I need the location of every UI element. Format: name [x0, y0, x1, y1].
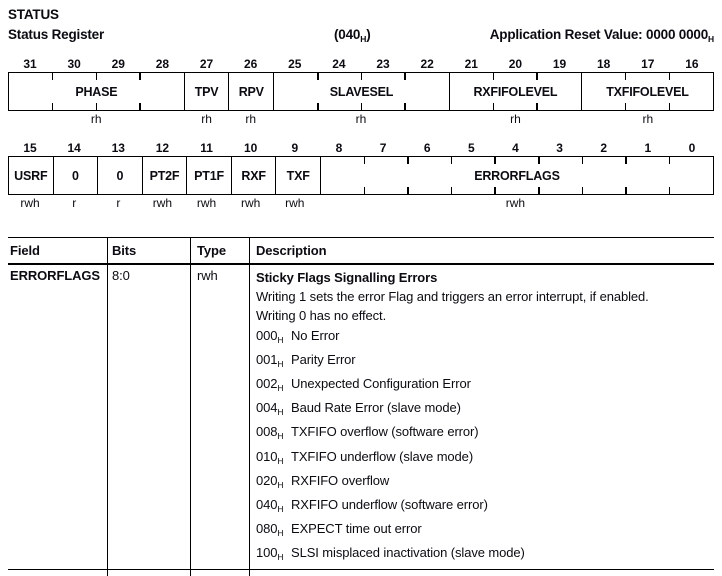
enum-value-line: [256, 350, 714, 374]
bitfield-txf: [275, 157, 320, 194]
bits-cell: 8:0: [107, 265, 190, 569]
bit-number-label: 17: [641, 57, 655, 71]
bit-number-label: 23: [376, 57, 390, 71]
enum-text: Parity Error: [291, 351, 356, 367]
bitfield-phase: [9, 73, 184, 110]
bitfield-0: [97, 157, 142, 194]
enum-text: SLSI misplaced inactivation (slave mode): [291, 545, 525, 561]
bit-number-label: 28: [155, 57, 170, 71]
bitfield-label: ERRORFLAGS: [474, 168, 560, 183]
bit-boundary-tick: [364, 157, 366, 164]
bitfield-label: PT1F: [194, 168, 224, 183]
bit-boundary-tick: [494, 157, 496, 164]
bit-boundary-tick: [407, 187, 409, 194]
bitfield-label: 0: [71, 168, 79, 183]
enum-value-line: [256, 326, 714, 350]
access-type-row: [8, 195, 714, 211]
access-type-label: rwh: [20, 196, 40, 210]
access-type-label: rwh: [505, 196, 526, 210]
hex-subscript: H: [277, 407, 284, 418]
access-type-label: rwh: [285, 196, 305, 210]
table-next-row-stub: [8, 570, 714, 576]
reset-value-text: Application Reset Value: 0000 0000: [489, 27, 709, 42]
bit-number-label: 15: [23, 141, 37, 155]
register-offset-address: [334, 27, 370, 44]
access-type-label: rh: [245, 112, 257, 126]
bit-boundary-tick: [625, 187, 627, 194]
table-header-row: [8, 238, 714, 265]
bit-number-label: 12: [155, 141, 170, 155]
bit-boundary-tick: [669, 157, 671, 164]
hex-subscript: H: [277, 552, 284, 563]
field-description-table: [8, 237, 714, 576]
bit-number-label: 29: [111, 57, 125, 71]
enum-value-line: [256, 471, 714, 495]
bit-boundary-tick: [96, 73, 98, 80]
hex-subscript: H: [277, 358, 284, 369]
column-header-bits: Bits: [107, 238, 190, 263]
bit-boundary-tick: [625, 157, 627, 164]
enum-text: TXFIFO underflow (slave mode): [291, 448, 474, 464]
bitfield-label: TXF: [286, 168, 310, 183]
stub-cell: [107, 570, 190, 576]
bit-number-label: 0: [688, 141, 696, 155]
bit-boundary-tick: [404, 73, 406, 80]
bit-number-label: 9: [291, 141, 299, 155]
stub-cell: [8, 570, 107, 576]
bit-number-label: 21: [464, 57, 478, 71]
enum-text: TXFIFO overflow (software error): [291, 424, 479, 440]
enum-value-line: [256, 422, 714, 446]
bit-number-row: [8, 141, 714, 156]
enum-value-line: [256, 495, 714, 519]
bit-boundary-tick: [669, 187, 671, 194]
enum-text: Unexpected Configuration Error: [291, 376, 471, 392]
enum-code: [256, 398, 291, 422]
bitfield-box: [8, 72, 714, 111]
bitfield-txfifolevel: [581, 73, 713, 110]
enum-value-line: [256, 374, 714, 398]
bit-boundary-tick: [317, 73, 319, 80]
bit-boundary-tick: [451, 157, 453, 164]
bit-boundary-tick: [494, 187, 496, 194]
bitfield-label: RXF: [241, 168, 266, 183]
enum-code-text: 040: [256, 497, 278, 513]
access-type-label: r: [116, 196, 121, 210]
enum-text: RXFIFO overflow: [291, 472, 390, 488]
description-title: Sticky Flags Signalling Errors: [256, 270, 438, 285]
access-type-label: rh: [510, 112, 521, 126]
bitfield-label: PHASE: [75, 84, 118, 99]
hex-subscript: H: [277, 479, 284, 490]
bit-boundary-tick: [407, 157, 409, 164]
bit-number-label: 30: [67, 57, 81, 71]
enum-text: RXFIFO underflow (software error): [291, 497, 488, 513]
enum-code: [256, 543, 291, 567]
bit-number-row: [8, 57, 714, 72]
bit-number-label: 14: [67, 141, 81, 155]
enum-code-text: 001: [256, 351, 278, 367]
bit-boundary-tick: [139, 73, 141, 80]
bit-number-label: 16: [685, 57, 699, 71]
bit-boundary-tick: [361, 73, 363, 80]
bit-number-label: 5: [467, 141, 475, 155]
enum-code: [256, 471, 291, 495]
bit-number-label: 11: [200, 141, 213, 155]
enum-code: [256, 447, 291, 471]
enum-code-text: 000: [256, 327, 278, 343]
bit-number-label: 8: [335, 141, 343, 155]
bitfield-label: SLAVESEL: [329, 84, 394, 99]
hex-subscript: H: [277, 431, 284, 442]
bitfield-tpv: [184, 73, 229, 110]
type-cell: rwh: [190, 265, 249, 569]
bit-boundary-tick: [52, 103, 54, 110]
bit-boundary-tick: [669, 103, 671, 110]
bit-number-label: 6: [423, 141, 431, 155]
hex-subscript: H: [277, 528, 284, 539]
bit-boundary-tick: [361, 103, 363, 110]
bitfield-label: USRF: [14, 168, 48, 183]
enum-code-text: 002: [256, 376, 278, 392]
bitfield-label: TPV: [194, 84, 219, 99]
register-row-1: [8, 57, 714, 127]
bitfield-label: 0: [116, 168, 124, 183]
bitfield-label: PT2F: [149, 168, 180, 183]
bit-number-label: 20: [508, 57, 523, 71]
description-cell: [249, 265, 714, 569]
hex-subscript: H: [277, 455, 284, 466]
bit-number-label: 19: [552, 57, 567, 71]
enum-value-line: [256, 519, 714, 543]
bit-number-label: 10: [244, 141, 258, 155]
bit-boundary-tick: [538, 187, 540, 194]
enum-text: EXPECT time out error: [291, 521, 422, 537]
bitfield-rpv: [228, 73, 273, 110]
bit-boundary-tick: [625, 103, 627, 110]
bit-number-label: 26: [244, 57, 258, 71]
bit-number-label: 22: [420, 57, 434, 71]
bit-number-label: 31: [23, 57, 37, 71]
register-header-row: [8, 27, 714, 46]
enum-code-text: 020: [256, 472, 278, 488]
register-short-name: STATUS: [8, 7, 59, 22]
bitfield-errorflags: [320, 157, 713, 194]
bit-boundary-tick: [493, 103, 495, 110]
bit-number-label: 2: [600, 141, 608, 155]
register-row-2: [8, 141, 714, 211]
bit-number-label: 13: [111, 141, 125, 155]
enum-code: [256, 519, 291, 543]
hex-subscript: H: [277, 334, 284, 345]
enum-code-text: 008: [256, 424, 278, 440]
bit-number-label: 27: [199, 57, 214, 71]
stub-cell: [249, 570, 714, 576]
bit-boundary-tick: [493, 73, 495, 80]
access-type-label: rwh: [196, 196, 217, 210]
enum-code-text: 010: [256, 448, 278, 464]
hex-subscript: H: [360, 34, 367, 44]
bit-number-label: 1: [644, 141, 652, 155]
bit-number-label: 25: [288, 57, 302, 71]
bitfield-rxf: [231, 157, 276, 194]
access-type-label: rh: [642, 112, 654, 126]
enum-text: Baud Rate Error (slave mode): [291, 400, 461, 416]
bit-number-label: 4: [512, 141, 519, 155]
bit-number-label: 18: [597, 57, 611, 71]
offset-prefix: (040: [334, 27, 361, 42]
register-long-name: Status Register: [8, 27, 105, 42]
application-reset-value: [490, 27, 714, 44]
enum-code-text: 100: [256, 545, 278, 561]
bit-boundary-tick: [538, 157, 540, 164]
field-name-cell: ERRORFLAGS: [10, 268, 101, 283]
enum-code: [256, 495, 291, 519]
enum-value-line: [256, 543, 714, 567]
bit-boundary-tick: [317, 103, 319, 110]
enum-code: [256, 422, 291, 446]
enum-code: [256, 374, 291, 398]
enum-text: No Error: [291, 327, 340, 343]
bit-number-label: 7: [379, 141, 387, 155]
bit-boundary-tick: [451, 187, 453, 194]
hex-subscript: H: [708, 34, 714, 44]
bitfield-label: RXFIFOLEVEL: [473, 84, 558, 99]
bit-boundary-tick: [536, 73, 538, 80]
enum-code: [256, 326, 291, 350]
bit-boundary-tick: [625, 73, 627, 80]
description-line: Writing 1 sets the error Flag and triggers an error interrupt, if enabled.: [256, 289, 649, 305]
bitfield-0: [53, 157, 98, 194]
bit-boundary-tick: [364, 187, 366, 194]
access-type-label: rh: [201, 112, 212, 126]
bitfield-box: [8, 156, 714, 195]
bit-number-label: 24: [332, 57, 346, 71]
access-type-label: rh: [90, 112, 102, 126]
bit-boundary-tick: [582, 157, 584, 164]
column-header-description: Description: [249, 238, 714, 263]
enum-value-line: [256, 447, 714, 471]
access-type-label: rwh: [241, 196, 261, 210]
enum-code-text: 080: [256, 521, 278, 537]
bit-boundary-tick: [52, 73, 54, 80]
hex-subscript: H: [277, 504, 284, 515]
bitfield-rxfifolevel: [449, 73, 581, 110]
table-row-errorflags: [8, 265, 714, 570]
access-type-row: [8, 111, 714, 127]
hex-subscript: H: [277, 383, 284, 394]
bitfield-label: TXFIFOLEVEL: [606, 84, 689, 99]
stub-cell: [190, 570, 249, 576]
bitfield-slavesel: [273, 73, 449, 110]
bitfield-label: RPV: [238, 84, 264, 99]
bit-boundary-tick: [582, 187, 584, 194]
access-type-label: rwh: [152, 196, 173, 210]
bit-boundary-tick: [139, 103, 141, 110]
bit-boundary-tick: [669, 73, 671, 80]
bitfield-pt1f: [186, 157, 231, 194]
bitfield-pt2f: [142, 157, 187, 194]
description-line: Writing 0 has no effect.: [256, 308, 387, 324]
register-bitfield-diagram: [8, 57, 714, 211]
bit-number-label: 3: [556, 141, 563, 155]
bit-boundary-tick: [404, 103, 406, 110]
enum-code-text: 004: [256, 400, 278, 416]
enum-code: [256, 350, 291, 374]
bitfield-usrf: [9, 157, 53, 194]
bit-boundary-tick: [96, 103, 98, 110]
bit-boundary-tick: [536, 103, 538, 110]
column-header-type: Type: [190, 238, 249, 263]
access-type-label: r: [72, 196, 77, 210]
enum-value-line: [256, 398, 714, 422]
access-type-label: rh: [355, 112, 367, 126]
offset-suffix: ): [366, 27, 371, 42]
column-header-field: Field: [10, 243, 40, 258]
